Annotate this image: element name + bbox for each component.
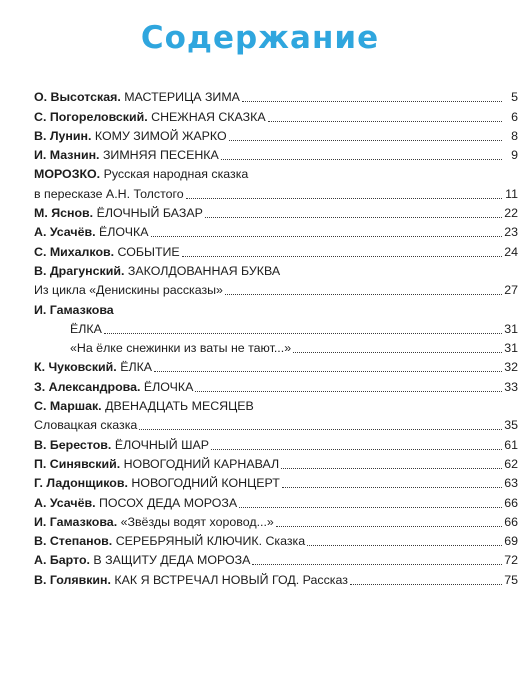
- toc-work-title: КАК Я ВСТРЕЧАЛ НОВЫЙ ГОД. Рассказ: [114, 572, 348, 587]
- toc-entry-label: [34, 476, 280, 491]
- toc-work-title: ЁЛОЧНЫЙ ШАР: [114, 437, 209, 452]
- toc-author: В. Берестов.: [34, 437, 112, 452]
- toc-work-title: ЁЛКА: [120, 360, 153, 375]
- dot-leader: [221, 159, 502, 160]
- toc-work-title: «Звёзды водят хоровод...»: [120, 514, 274, 529]
- toc-work-title: ЗИМНЯЯ ПЕСЕНКА: [102, 148, 219, 163]
- toc-entry-label: [34, 515, 274, 530]
- toc-entry: [34, 105, 518, 124]
- dot-leader: [282, 487, 502, 488]
- toc-work-title: ПОСОХ ДЕДА МОРОЗА: [98, 495, 238, 510]
- page-number: 62: [504, 456, 518, 471]
- page-number: 5: [511, 90, 518, 105]
- toc-work-title: ЁЛОЧКА: [143, 379, 194, 394]
- dot-leader: [139, 429, 502, 430]
- toc-author: И. Гамазкова: [34, 302, 114, 317]
- toc-author: С. Маршак.: [34, 399, 102, 414]
- toc-entry: [34, 395, 518, 414]
- page-number: 69: [504, 534, 518, 549]
- toc-entry: [34, 202, 518, 221]
- toc-entry-label: [34, 110, 266, 125]
- toc-work-title: ЁЛОЧКА: [98, 225, 149, 240]
- toc-entry: [34, 260, 518, 279]
- toc-entry-label: [34, 303, 114, 318]
- page-number: 31: [504, 321, 518, 336]
- page-title: Содержание: [140, 20, 380, 56]
- toc-work-title: «На ёлке снежинки из ваты не тают...»: [70, 341, 292, 356]
- toc-entry: [34, 144, 518, 163]
- toc-entry: [34, 356, 518, 375]
- toc-work-title: ДВЕНАДЦАТЬ МЕСЯЦЕВ: [105, 399, 254, 414]
- dot-leader: [242, 101, 502, 102]
- toc-entry: [34, 453, 518, 472]
- toc-work-title: СЕРЕБРЯНЫЙ КЛЮЧИК. Сказка: [115, 534, 306, 549]
- toc-entry-label: [34, 553, 250, 568]
- page-number: 66: [504, 514, 518, 529]
- toc-author: В. Лунин.: [34, 128, 92, 143]
- dot-leader: [252, 564, 502, 565]
- toc-author: В. Драгунский.: [34, 263, 125, 278]
- toc-entry-label: [34, 399, 254, 414]
- toc-work-title: Русская народная сказка: [103, 167, 249, 182]
- toc-entry-label: [34, 457, 279, 472]
- toc-author: А. Усачёв.: [34, 225, 96, 240]
- toc-author: Г. Ладонщиков.: [34, 476, 128, 491]
- page-number: 61: [504, 437, 518, 452]
- toc-author: МОРОЗКО.: [34, 167, 101, 182]
- page-number: 63: [504, 476, 518, 491]
- dot-leader: [229, 140, 502, 141]
- toc-entry-label: [34, 534, 305, 549]
- toc-work-title: СНЕЖНАЯ СКАЗКА: [151, 109, 266, 124]
- dot-leader: [205, 217, 502, 218]
- dot-leader: [225, 294, 502, 295]
- toc-work-title: ЁЛОЧНЫЙ БАЗАР: [96, 206, 203, 221]
- toc-entry-label: [34, 360, 152, 375]
- toc-work-title: СОБЫТИЕ: [117, 244, 180, 259]
- table-of-contents: [34, 86, 518, 588]
- toc-entry: [34, 163, 518, 182]
- page-number: 9: [511, 148, 518, 163]
- toc-work-title: МАСТЕРИЦА ЗИМА: [124, 90, 240, 105]
- toc-entry: [34, 240, 518, 259]
- toc-entry: [34, 472, 518, 491]
- toc-work-title: НОВОГОДНИЙ КАРНАВАЛ: [123, 456, 280, 471]
- toc-work-title: В ЗАЩИТУ ДЕДА МОРОЗА: [93, 553, 251, 568]
- toc-entry: [34, 337, 518, 356]
- toc-work-title: КОМУ ЗИМОЙ ЖАРКО: [94, 128, 227, 143]
- page-number: 66: [504, 495, 518, 510]
- toc-entry: [34, 511, 518, 530]
- page-number: 23: [504, 225, 518, 240]
- toc-entry-label: [34, 245, 180, 260]
- page-number: 27: [504, 283, 518, 298]
- dot-leader: [293, 352, 502, 353]
- toc-work-title: Из цикла «Денискины рассказы»: [34, 283, 223, 298]
- toc-work-title: в пересказе А.Н. Толстого: [34, 186, 184, 201]
- toc-author: А. Барто.: [34, 553, 90, 568]
- toc-entry: [34, 221, 518, 240]
- toc-entry: [34, 414, 518, 433]
- dot-leader: [350, 584, 502, 585]
- toc-entry-label: [34, 438, 209, 453]
- toc-entry-label: [34, 225, 149, 240]
- toc-entry: [34, 279, 518, 298]
- page-number: 6: [511, 109, 518, 124]
- dot-leader: [239, 507, 502, 508]
- toc-author: С. Михалков.: [34, 244, 115, 259]
- toc-entry: [34, 491, 518, 510]
- toc-author: К. Чуковский.: [34, 360, 117, 375]
- toc-entry-label: [34, 148, 219, 163]
- toc-work-title: НОВОГОДНИЙ КОНЦЕРТ: [131, 476, 280, 491]
- dot-leader: [154, 371, 502, 372]
- dot-leader: [104, 333, 502, 334]
- toc-entry: [34, 86, 518, 105]
- toc-entry: [34, 125, 518, 144]
- dot-leader: [186, 198, 502, 199]
- toc-entry-label: [70, 322, 102, 337]
- dot-leader: [182, 256, 502, 257]
- toc-entry: [34, 375, 518, 394]
- page-number: 24: [504, 244, 518, 259]
- toc-author: С. Погореловский.: [34, 109, 148, 124]
- toc-work-title: ЗАКОЛДОВАННАЯ БУКВА: [127, 263, 281, 278]
- toc-entry-label: [34, 573, 348, 588]
- toc-entry-label: [70, 341, 291, 356]
- page-number: 11: [505, 186, 518, 201]
- page-number: 31: [504, 341, 518, 356]
- toc-entry-label: [34, 264, 280, 279]
- toc-entry-label: [34, 283, 223, 298]
- page-number: 22: [504, 206, 518, 221]
- toc-entry: [34, 568, 518, 587]
- toc-work-title: ЁЛКА: [70, 321, 102, 336]
- toc-entry-label: [34, 167, 248, 182]
- toc-entry-label: [34, 206, 203, 221]
- page-number: 33: [504, 379, 518, 394]
- toc-author: П. Синявский.: [34, 456, 121, 471]
- dot-leader: [276, 526, 502, 527]
- toc-entry: [34, 433, 518, 452]
- toc-author: М. Яснов.: [34, 206, 94, 221]
- toc-author: И. Гамазкова.: [34, 514, 118, 529]
- dot-leader: [211, 449, 502, 450]
- toc-entry: [34, 298, 518, 317]
- toc-entry-label: [34, 380, 193, 395]
- toc-entry: [34, 318, 518, 337]
- toc-author: А. Усачёв.: [34, 495, 96, 510]
- dot-leader: [151, 236, 503, 237]
- toc-entry-label: [34, 187, 184, 202]
- dot-leader: [268, 121, 502, 122]
- toc-entry: [34, 530, 518, 549]
- toc-author: В. Голявкин.: [34, 572, 111, 587]
- toc-author: О. Высотская.: [34, 90, 121, 105]
- dot-leader: [195, 391, 502, 392]
- page-number: 72: [504, 553, 518, 568]
- page-number: 75: [504, 572, 518, 587]
- page-number: 8: [511, 128, 518, 143]
- toc-entry: [34, 182, 518, 201]
- dot-leader: [281, 468, 502, 469]
- toc-author: З. Александрова.: [34, 379, 141, 394]
- toc-entry-label: [34, 90, 240, 105]
- page-number: 32: [504, 360, 518, 375]
- page-number: 35: [504, 418, 518, 433]
- toc-work-title: Словацкая сказка: [34, 418, 138, 433]
- dot-leader: [307, 545, 502, 546]
- toc-author: В. Степанов.: [34, 534, 113, 549]
- toc-entry-label: [34, 129, 227, 144]
- toc-entry: [34, 549, 518, 568]
- toc-entry-label: [34, 418, 137, 433]
- toc-entry-label: [34, 496, 237, 511]
- toc-author: И. Мазнин.: [34, 148, 100, 163]
